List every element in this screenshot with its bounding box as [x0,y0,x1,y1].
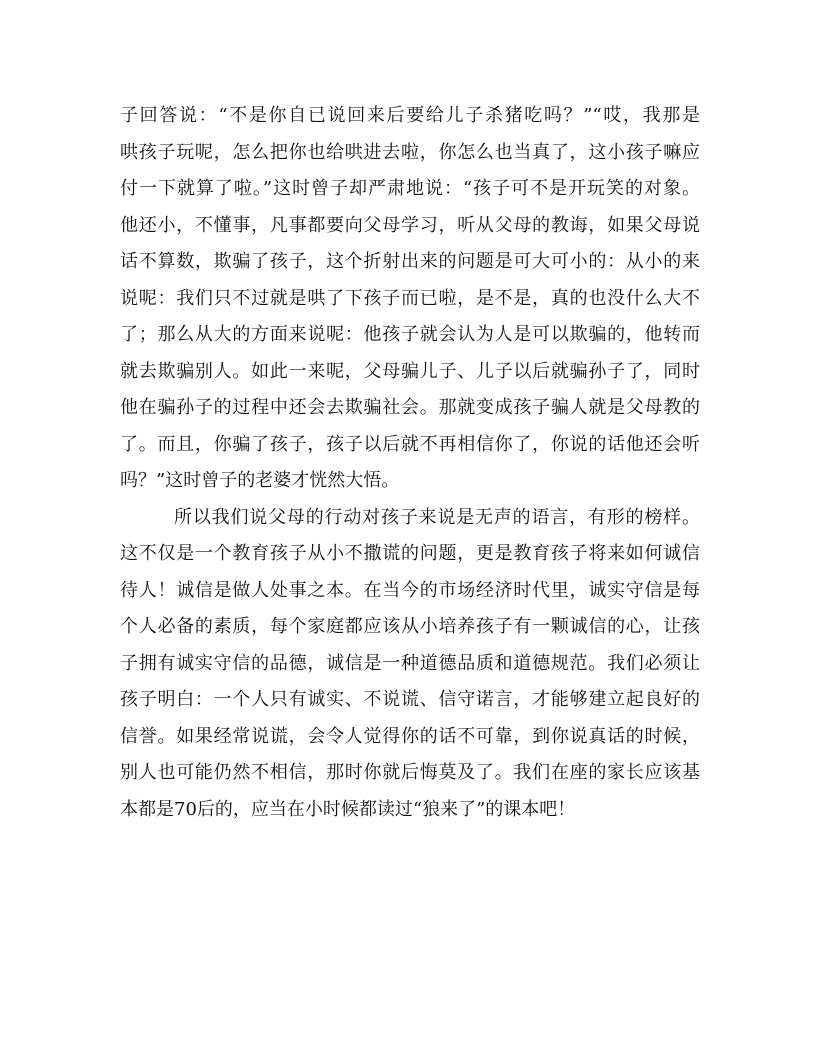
text-line: 哄孩子玩呢，怎么把你也给哄进去啦，你怎么也当真了，这小孩子嘛应 [120,141,700,163]
text-line: 子拥有诚实守信的品德，诚信是一种道德品质和道德规范。我们必须让 [120,652,700,674]
text-line: 这不仅是一个教育孩子从小不撒谎的问题，更是教育孩子将来如何诚信 [120,543,700,564]
paragraph-2 [120,500,700,829]
text-line: 待人！诚信是做人处事之本。在当今的市场经济时代里，诚实守信是每 [120,579,700,601]
text-line: 信誉。如果经常说谎，会令人觉得你的话不可靠，到你说真话的时候， [120,725,700,747]
text-line: 付一下就算了啦。”这时曾子却严肃地说：“孩子可不是开玩笑的对象。 [120,178,700,199]
text-line: 本都是70后的，应当在小时候都读过“狼来了”的课本吧！ [120,798,576,820]
text-line: 就去欺骗别人。如此一来呢，父母骗儿子、儿子以后就骗孙子了，同时 [120,360,700,382]
text-line: 他在骗孙子的过程中还会去欺骗社会。那就变成孩子骗人就是父母教的 [120,397,700,418]
text-line: 说呢：我们只不过就是哄了下孩子而已啦，是不是，真的也没什么大不 [120,287,700,309]
text-line: 子回答说：“不是你自已说回来后要给儿子杀猪吃吗？”“哎，我那是 [120,105,700,126]
text-line: 孩子明白：一个人只有诚实、不说谎、信守诺言，才能够建立起良好的 [120,689,700,710]
body-text [120,98,700,828]
text-line: 了；那么从大的方面来说呢：他孩子就会认为人是可以欺骗的，他转而 [120,324,700,345]
text-line: 吗？”这时曾子的老婆才恍然大悟。 [120,470,400,491]
text-line: 别人也可能仍然不相信，那时你就后悔莫及了。我们在座的家长应该基 [120,762,700,783]
text-line: 他还小，不懂事，凡事都要向父母学习，听从父母的教诲，如果父母说 [120,214,700,236]
text-line: 了。而且，你骗了孩子，孩子以后就不再相信你了，你说的话他还会听 [120,433,700,455]
text-line: 话不算数，欺骗了孩子，这个折射出来的问题是可大可小的：从小的来 [120,251,700,272]
text-line: 所以我们说父母的行动对孩子来说是无声的语言，有形的榜样。 [174,506,700,528]
text-line: 个人必备的素质，每个家庭都应该从小培养孩子有一颗诚信的心，让孩 [120,616,700,637]
paragraph-1 [120,98,700,500]
